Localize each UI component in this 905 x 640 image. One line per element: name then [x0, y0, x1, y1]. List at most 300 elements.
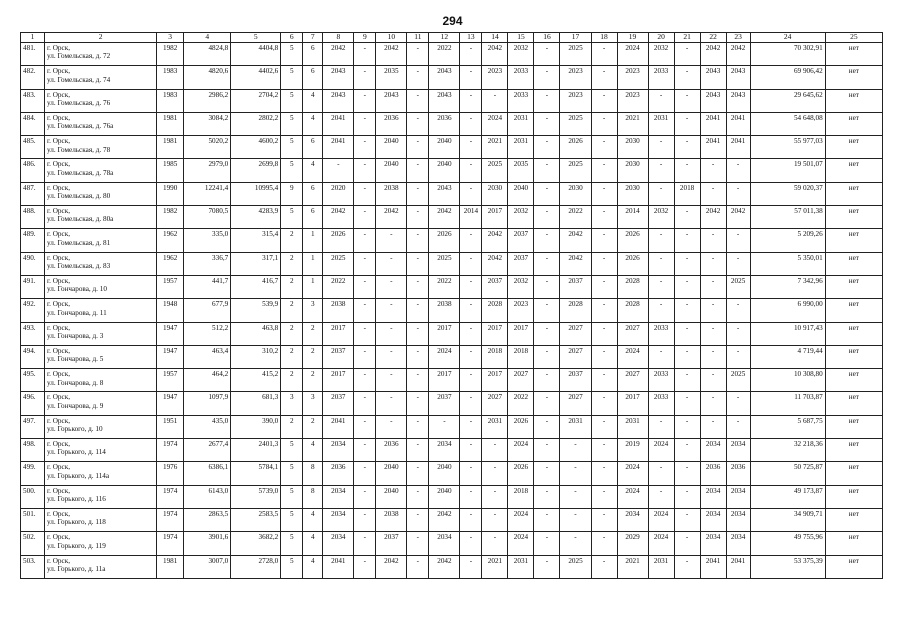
address-cell [45, 345, 157, 368]
table-cell: - [700, 369, 726, 392]
table-cell: 2 [281, 415, 303, 438]
table-cell: - [354, 532, 376, 555]
address-cell [45, 136, 157, 159]
table-cell: нет [825, 89, 882, 112]
table-cell: 2041 [323, 555, 354, 578]
table-cell: 2042 [429, 206, 460, 229]
table-cell: 5 [281, 136, 303, 159]
table-cell: 435,0 [184, 415, 231, 438]
address-line: г. Орск, [47, 370, 71, 379]
table-cell: 2040 [429, 462, 460, 485]
table-cell: - [560, 462, 591, 485]
table-cell: - [460, 252, 482, 275]
table-cell: 2018 [508, 345, 534, 368]
table-cell: - [591, 43, 617, 66]
table-cell: 6 [303, 43, 323, 66]
table-cell: - [460, 159, 482, 182]
address-line: г. Орск, [47, 44, 71, 52]
table-cell: 12241,4 [184, 182, 231, 205]
table-row [21, 206, 883, 229]
table-cell: 2027 [560, 345, 591, 368]
table-cell: - [674, 532, 700, 555]
address-line: ул. Гомельская, д. 80а [47, 215, 114, 224]
table-cell: нет [825, 43, 882, 66]
table-cell: 2040 [429, 136, 460, 159]
table-cell: - [376, 275, 407, 298]
table-cell: 5 [281, 43, 303, 66]
table-cell: - [534, 136, 560, 159]
table-cell: 2042 [560, 252, 591, 275]
address-line: ул. Гомельская, д. 80 [47, 192, 111, 201]
page-number: 294 [442, 14, 463, 28]
table-row [21, 159, 883, 182]
table-cell: нет [825, 299, 882, 322]
address-line: ул. Горького, д. 116 [47, 495, 106, 504]
table-cell: 2034 [726, 508, 750, 531]
address-line: ул. Гомельская, д. 78а [47, 168, 114, 177]
table-cell: 57 011,38 [750, 206, 825, 229]
table-row [21, 508, 883, 531]
table-cell: нет [825, 532, 882, 555]
column-header: 9 [354, 33, 376, 43]
column-header: 13 [460, 33, 482, 43]
table-cell: 2014 [617, 206, 648, 229]
table-cell: 681,3 [231, 392, 281, 415]
table-cell: 2014 [460, 206, 482, 229]
table-cell: - [407, 43, 429, 66]
table-cell: 2036 [376, 439, 407, 462]
table-cell: 2033 [648, 369, 674, 392]
table-cell: - [534, 555, 560, 578]
table-cell: 2033 [648, 66, 674, 89]
table-cell: 2032 [508, 275, 534, 298]
table-cell: 2017 [323, 369, 354, 392]
table-cell: 2025 [726, 369, 750, 392]
column-header: 20 [648, 33, 674, 43]
table-cell: - [534, 229, 560, 252]
table-cell: 2023 [617, 66, 648, 89]
table-cell: - [674, 229, 700, 252]
table-cell: нет [825, 159, 882, 182]
table-cell: 315,4 [231, 229, 281, 252]
table-cell: 2031 [617, 415, 648, 438]
table-cell: 4824,8 [184, 43, 231, 66]
table-cell: - [726, 345, 750, 368]
table-cell: 2979,0 [184, 159, 231, 182]
table-cell: 2017 [508, 322, 534, 345]
table-cell: 2025 [560, 159, 591, 182]
table-cell: 2 [281, 299, 303, 322]
table-cell: - [591, 159, 617, 182]
table-cell: 2728,0 [231, 555, 281, 578]
table-cell: - [407, 206, 429, 229]
table-cell: 1947 [157, 392, 184, 415]
table-cell: 5 [281, 89, 303, 112]
address-line: ул. Гомельская, д. 74 [47, 75, 111, 84]
table-cell: 10 917,43 [750, 322, 825, 345]
table-cell: 2027 [482, 392, 508, 415]
table-cell: - [591, 66, 617, 89]
table-cell: 3682,2 [231, 532, 281, 555]
table-cell: - [700, 299, 726, 322]
address-cell [45, 89, 157, 112]
table-cell: - [407, 532, 429, 555]
column-header: 6 [281, 33, 303, 43]
table-cell: 2018 [674, 182, 700, 205]
table-cell: 2042 [482, 43, 508, 66]
address-cell [45, 182, 157, 205]
table-cell: 2037 [323, 345, 354, 368]
table-cell: - [591, 322, 617, 345]
table-cell: 2038 [323, 299, 354, 322]
table-cell: 336,7 [184, 252, 231, 275]
address-line: ул. Гомельская, д. 78 [47, 145, 111, 154]
table-cell: нет [825, 462, 882, 485]
table-cell: - [534, 392, 560, 415]
table-cell: 2036 [376, 112, 407, 135]
table-cell: нет [825, 392, 882, 415]
table-cell: 2041 [726, 555, 750, 578]
table-cell: 2040 [376, 462, 407, 485]
table-cell: 2034 [429, 439, 460, 462]
table-cell: - [726, 229, 750, 252]
table-cell: 5 [281, 508, 303, 531]
table-cell: 2018 [508, 485, 534, 508]
address-cell [45, 322, 157, 345]
table-cell: 2021 [617, 555, 648, 578]
table-cell: - [591, 206, 617, 229]
table-cell: 4402,6 [231, 66, 281, 89]
row-index: 481. [21, 43, 45, 66]
table-cell: 1981 [157, 136, 184, 159]
table-cell: - [674, 322, 700, 345]
table-cell: - [407, 159, 429, 182]
table-row [21, 275, 883, 298]
table-cell: 5020,2 [184, 136, 231, 159]
table-cell: 53 375,39 [750, 555, 825, 578]
column-header: 22 [700, 33, 726, 43]
address-line: г. Орск, [47, 440, 71, 449]
address-line: г. Орск, [47, 160, 71, 169]
row-index: 497. [21, 415, 45, 438]
table-cell: 2020 [323, 182, 354, 205]
table-cell: - [460, 43, 482, 66]
address-line: г. Орск, [47, 253, 71, 262]
table-cell: 2986,2 [184, 89, 231, 112]
table-cell: 2 [281, 345, 303, 368]
table-cell: 2042 [323, 43, 354, 66]
column-header: 4 [184, 33, 231, 43]
table-cell: - [591, 275, 617, 298]
address-line: г. Орск, [47, 323, 71, 332]
table-cell: 3 [303, 392, 323, 415]
table-cell: 2025 [560, 112, 591, 135]
address-cell [45, 66, 157, 89]
table-cell: 34 909,71 [750, 508, 825, 531]
table-cell: - [674, 555, 700, 578]
table-cell: 2677,4 [184, 439, 231, 462]
table-cell: - [534, 415, 560, 438]
table-cell: 2042 [376, 43, 407, 66]
column-header: 16 [534, 33, 560, 43]
table-cell: 2024 [508, 439, 534, 462]
table-cell: 2024 [482, 112, 508, 135]
table-cell: - [460, 112, 482, 135]
table-cell: 2022 [429, 43, 460, 66]
table-cell: - [460, 392, 482, 415]
table-cell: 2043 [700, 89, 726, 112]
table-cell: 2034 [323, 508, 354, 531]
table-cell: 2033 [648, 322, 674, 345]
table-cell: - [674, 89, 700, 112]
table-cell: 2028 [482, 299, 508, 322]
table-cell: 2034 [323, 439, 354, 462]
table-cell: 6386,1 [184, 462, 231, 485]
table-cell: нет [825, 322, 882, 345]
table-cell: 3 [303, 299, 323, 322]
table-cell: 2035 [508, 159, 534, 182]
table-cell: - [591, 369, 617, 392]
table-cell: - [674, 415, 700, 438]
table-cell: нет [825, 66, 882, 89]
table-cell: 69 906,42 [750, 66, 825, 89]
address-cell [45, 532, 157, 555]
table-cell: 2030 [482, 182, 508, 205]
address-line: ул. Гончарова, д. 9 [47, 401, 104, 410]
table-cell: - [460, 462, 482, 485]
table-cell: 2025 [429, 252, 460, 275]
table-cell: - [482, 485, 508, 508]
table-cell: 2017 [617, 392, 648, 415]
table-cell: 10995,4 [231, 182, 281, 205]
table-cell: 2031 [508, 112, 534, 135]
table-cell: 6143,0 [184, 485, 231, 508]
table-cell: - [700, 345, 726, 368]
table-cell: - [407, 66, 429, 89]
table-cell: 1097,9 [184, 392, 231, 415]
table-cell: 3084,2 [184, 112, 231, 135]
table-cell: 2041 [726, 112, 750, 135]
table-cell: 317,1 [231, 252, 281, 275]
table-row [21, 252, 883, 275]
table-cell: 2025 [560, 555, 591, 578]
row-index: 492. [21, 299, 45, 322]
address-line: ул. Гончарова, д. 3 [47, 331, 104, 340]
table-cell: - [482, 532, 508, 555]
table-cell: 2583,5 [231, 508, 281, 531]
table-cell: - [591, 485, 617, 508]
table-cell: - [648, 415, 674, 438]
table-row [21, 485, 883, 508]
table-cell: 2034 [726, 485, 750, 508]
table-cell: - [534, 532, 560, 555]
table-cell: - [460, 182, 482, 205]
table-cell: 54 648,08 [750, 112, 825, 135]
table-cell: - [460, 555, 482, 578]
table-row [21, 392, 883, 415]
table-cell: 2036 [323, 462, 354, 485]
row-index: 493. [21, 322, 45, 345]
table-cell: - [534, 462, 560, 485]
table-cell: нет [825, 369, 882, 392]
table-cell: 2043 [429, 89, 460, 112]
table-cell: 463,4 [184, 345, 231, 368]
table-cell: - [460, 439, 482, 462]
address-cell [45, 229, 157, 252]
table-cell: 2042 [429, 555, 460, 578]
table-cell: - [674, 485, 700, 508]
table-cell: - [482, 439, 508, 462]
table-cell: 2043 [376, 89, 407, 112]
table-cell: 6 990,00 [750, 299, 825, 322]
table-cell: 6 [303, 66, 323, 89]
table-cell: - [648, 252, 674, 275]
table-cell: 5784,1 [231, 462, 281, 485]
table-cell: - [674, 66, 700, 89]
table-cell: 512,2 [184, 322, 231, 345]
table-cell: 2031 [508, 136, 534, 159]
table-cell: 2024 [508, 532, 534, 555]
table-cell: - [534, 508, 560, 531]
row-index: 496. [21, 392, 45, 415]
table-cell: 2031 [648, 112, 674, 135]
table-row [21, 182, 883, 205]
address-line: ул. Гомельская, д. 76 [47, 99, 111, 107]
table-cell: - [534, 66, 560, 89]
table-cell: - [376, 299, 407, 322]
address-line: г. Орск, [47, 300, 71, 309]
table-cell: - [407, 112, 429, 135]
table-cell: 2021 [617, 112, 648, 135]
table-cell: нет [825, 345, 882, 368]
table-cell: 1 [303, 229, 323, 252]
table-cell: 5 [281, 462, 303, 485]
table-cell: 2034 [323, 532, 354, 555]
table-cell: 2 [303, 415, 323, 438]
table-cell: 2034 [700, 532, 726, 555]
column-header: 18 [591, 33, 617, 43]
column-header: 8 [323, 33, 354, 43]
address-cell [45, 43, 157, 66]
table-cell: - [407, 345, 429, 368]
table-cell: 2030 [617, 159, 648, 182]
table-cell: - [726, 159, 750, 182]
table-row [21, 43, 883, 66]
table-cell: 2042 [482, 252, 508, 275]
table-cell: 2030 [617, 136, 648, 159]
table-cell: - [534, 112, 560, 135]
table-cell: 1951 [157, 415, 184, 438]
table-cell: - [534, 322, 560, 345]
table-cell: - [534, 485, 560, 508]
address-line: ул. Горького, д. 118 [47, 518, 106, 527]
table-cell: 2037 [508, 252, 534, 275]
table-cell: 2802,2 [231, 112, 281, 135]
table-cell: - [460, 345, 482, 368]
table-cell: 2 [281, 275, 303, 298]
table-cell: - [726, 415, 750, 438]
table-cell: - [354, 275, 376, 298]
table-cell: 5 [281, 206, 303, 229]
row-index: 495. [21, 369, 45, 392]
table-cell: нет [825, 229, 882, 252]
address-cell [45, 299, 157, 322]
table-cell: нет [825, 252, 882, 275]
address-line: г. Орск, [47, 533, 71, 542]
table-cell: - [407, 229, 429, 252]
table-cell: 2017 [429, 369, 460, 392]
table-cell: 390,0 [231, 415, 281, 438]
address-line: г. Орск, [47, 183, 71, 192]
table-cell: 2019 [617, 439, 648, 462]
table-cell: 1981 [157, 555, 184, 578]
table-cell: 2041 [323, 136, 354, 159]
row-index: 488. [21, 206, 45, 229]
table-cell: 2023 [508, 299, 534, 322]
table-cell: 2022 [560, 206, 591, 229]
column-header: 11 [407, 33, 429, 43]
table-cell: - [648, 229, 674, 252]
table-cell: - [648, 159, 674, 182]
table-cell: - [674, 345, 700, 368]
address-line: ул. Гомельская, д. 81 [47, 238, 111, 247]
table-cell: 2025 [482, 159, 508, 182]
table-cell: - [700, 182, 726, 205]
table-cell: 2036 [429, 112, 460, 135]
table-cell: 2 [281, 252, 303, 275]
table-cell: - [354, 252, 376, 275]
table-cell: 2022 [508, 392, 534, 415]
table-cell: 2 [281, 229, 303, 252]
row-index: 501. [21, 508, 45, 531]
table-cell: 2033 [508, 66, 534, 89]
address-line: ул. Горького, д. 10 [47, 425, 103, 434]
table-cell: 2034 [429, 532, 460, 555]
table-cell: 5 [281, 159, 303, 182]
column-header: 12 [429, 33, 460, 43]
table-cell: 1957 [157, 275, 184, 298]
table-cell: - [674, 206, 700, 229]
table-cell: 2024 [648, 439, 674, 462]
table-cell: 5 [281, 555, 303, 578]
table-cell: - [534, 439, 560, 462]
table-cell: - [460, 66, 482, 89]
table-cell: - [648, 345, 674, 368]
table-cell: - [674, 392, 700, 415]
table-cell: 2034 [617, 508, 648, 531]
table-cell: 3007,0 [184, 555, 231, 578]
table-cell: 1947 [157, 345, 184, 368]
table-cell: 2026 [429, 229, 460, 252]
table-cell: - [726, 392, 750, 415]
table-cell: - [407, 555, 429, 578]
table-cell: 19 501,07 [750, 159, 825, 182]
table-row [21, 369, 883, 392]
table-cell: 2032 [648, 43, 674, 66]
table-cell: - [354, 508, 376, 531]
table-cell: 2017 [482, 206, 508, 229]
table-cell: - [591, 392, 617, 415]
table-cell: - [700, 415, 726, 438]
table-cell: - [407, 182, 429, 205]
table-cell: - [354, 206, 376, 229]
table-cell: 335,0 [184, 229, 231, 252]
table-cell: - [354, 322, 376, 345]
table-cell: - [376, 252, 407, 275]
table-cell: - [674, 159, 700, 182]
address-line: г. Орск, [47, 67, 71, 76]
table-cell: 1 [303, 275, 323, 298]
